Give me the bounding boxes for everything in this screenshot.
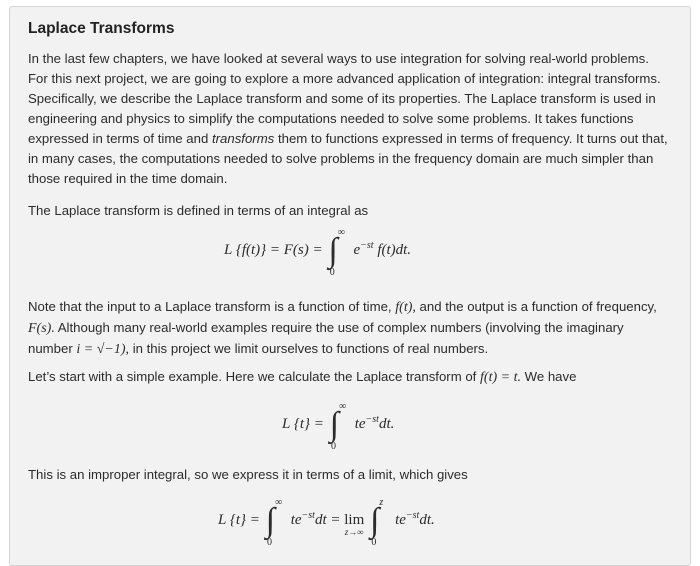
eq1-integrand: e (353, 242, 361, 258)
italic-word: transforms (211, 131, 275, 146)
eq3-lhs: L {t} = (218, 512, 260, 528)
laplace-definition-equation (224, 225, 412, 278)
integral-sign: ∫ (328, 232, 338, 269)
definition-sentence: The Laplace transform is defined in terms of an integral as (28, 203, 369, 218)
intro-text-1: In the last few chapters, we have looked at several ways to use integration for solving real-world problems. For this next project, we are going to explore a more advanced application of integration: integral transforms. Specifically, we describe the Laplace transform and some of its properties. The Laplace transform is used in engineering and physics to simplify the computations needed to solve some problems. It takes functions expressed in terms of time and (28, 51, 661, 146)
intro-paragraph (28, 49, 668, 189)
eq2-lhs: L {t} = (282, 416, 324, 432)
limit-equation: L {t} = ∫ ∞ 0 $te^{-st}dt$ = lim z→∞ ∫ z 0 $te^{-st}dt$. (218, 496, 435, 548)
integral-limits: z 0 (371, 496, 384, 548)
integral-sign: ∫ (265, 502, 275, 539)
integral-limits: ∞ 0 (330, 400, 347, 452)
integral-sign: ∫ (329, 406, 339, 443)
input-output-paragraph: Note that the input to a Laplace transform is a function of time, f(t), and the output is a function of frequency, F(s). Although many real-world examples require the use of complex numbers (involving the imaginary number i = √−1), in this project we limit ourselves to functions of real numbers. (28, 299, 657, 357)
integral-limits: ∞ 0 (329, 226, 345, 278)
limit-operator: lim z→∞ (344, 511, 365, 537)
laplace-t-equation (282, 399, 395, 452)
eq2-integrand: te (354, 416, 366, 432)
eq2-exponent: −st (365, 414, 379, 425)
content-panel (9, 6, 691, 566)
eq2-rest: dt. (378, 416, 395, 432)
intro-text-2: them to functions expressed in terms of frequency. It turns out that, in many cases, the computations needed to solve problems in the frequency domain are much simpler than those required in the time domain. (28, 131, 668, 186)
eq1-rest: f(t)dt. (377, 242, 412, 258)
improper-integral-sentence: This is an improper integral, so we express it in terms of a limit, which gives (28, 467, 468, 482)
section-heading: Laplace Transforms (28, 20, 175, 37)
example-sentence: Let’s start with a simple example. Here we calculate the Laplace transform of f(t) = t. We have (28, 369, 577, 385)
integral-sign: ∫ (370, 502, 380, 539)
integral-limits: ∞ 0 (266, 496, 283, 548)
eq1-lhs: L {f(t)} = F(s) = (224, 242, 323, 258)
eq1-exponent: −st (360, 240, 374, 251)
